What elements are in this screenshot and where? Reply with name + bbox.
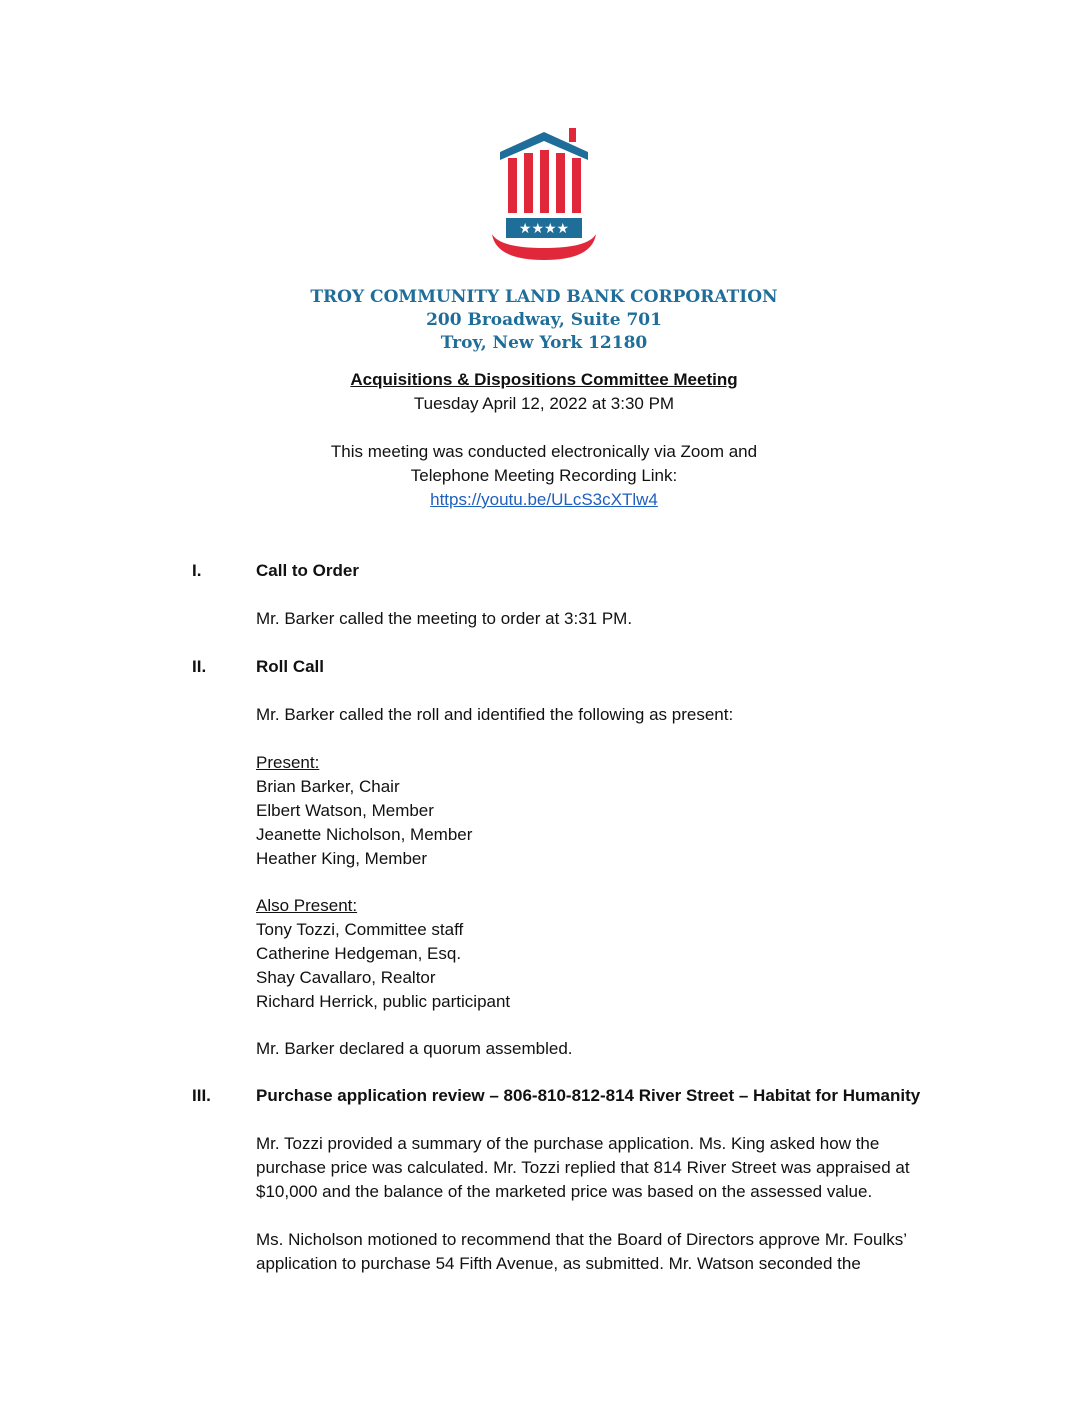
list-item: Brian Barker, Chair <box>256 777 400 796</box>
paragraph-line: application to purchase 54 Fifth Avenue, as submitted. Mr. Watson seconded the <box>256 1254 861 1273</box>
paragraph-line: $10,000 and the balance of the marketed price was based on the assessed value. <box>256 1182 873 1201</box>
meeting-conduct-info <box>0 440 1088 512</box>
list-item: Elbert Watson, Member <box>256 801 434 820</box>
land-bank-logo <box>488 126 600 262</box>
conduct-line-2: Telephone Meeting Recording Link: <box>410 466 678 485</box>
org-name: TROY COMMUNITY LAND BANK CORPORATION <box>310 287 778 307</box>
conduct-line-1: This meeting was conducted electronically via Zoom and <box>330 442 758 461</box>
list-item: Catherine Hedgeman, Esq. <box>256 944 462 963</box>
roll-call-intro <box>256 703 976 727</box>
list-item: Shay Cavallaro, Realtor <box>256 968 436 987</box>
section-title: Call to Order <box>256 561 359 580</box>
list-item: Tony Tozzi, Committee staff <box>256 920 464 939</box>
also-present-label: Also Present: <box>256 896 358 915</box>
meeting-datetime: Tuesday April 12, 2022 at 3:30 PM <box>413 394 675 413</box>
list-item: Jeanette Nicholson, Member <box>256 825 473 844</box>
paragraph-line: Mr. Barker called the roll and identified the following as present: <box>256 705 734 724</box>
section-number: III. <box>192 1086 211 1105</box>
paragraph-line: Ms. Nicholson motioned to recommend that the Board of Directors approve Mr. Foulks’ <box>256 1230 908 1249</box>
call-to-order-text <box>256 607 976 631</box>
section-title: Purchase application review – 806-810-812-814 River Street – Habitat for Humanity <box>256 1086 921 1105</box>
section-heading-call-to-order <box>192 559 359 583</box>
paragraph-line: Mr. Barker called the meeting to order at 3:31 PM. <box>256 609 633 628</box>
paragraph-line: Mr. Tozzi provided a summary of the purchase application. Ms. King asked how the <box>256 1134 880 1153</box>
purchase-review-paragraph-1 <box>256 1132 976 1204</box>
meeting-header <box>0 368 1088 416</box>
also-present-list <box>256 894 976 1014</box>
list-item: Richard Herrick, public participant <box>256 992 511 1011</box>
paragraph-line: Mr. Barker declared a quorum assembled. <box>256 1039 573 1058</box>
list-item: Heather King, Member <box>256 849 428 868</box>
present-label: Present: <box>256 753 320 772</box>
present-list <box>256 751 976 871</box>
meeting-title: Acquisitions & Dispositions Committee Meeting <box>350 370 738 389</box>
org-address-line1: 200 Broadway, Suite 701 <box>426 310 662 330</box>
quorum-text <box>256 1037 976 1061</box>
section-heading-purchase-review <box>192 1084 920 1108</box>
paragraph-line: purchase price was calculated. Mr. Tozzi replied that 814 River Street was appraised at <box>256 1158 910 1177</box>
section-title: Roll Call <box>256 657 325 676</box>
org-header <box>0 286 1088 355</box>
section-number: II. <box>192 657 207 676</box>
org-address-line2: Troy, New York 12180 <box>440 333 648 353</box>
svg-text:★★★★: ★★★★ <box>518 221 570 237</box>
section-heading-roll-call <box>192 655 324 679</box>
purchase-review-paragraph-2 <box>256 1228 976 1276</box>
section-number: I. <box>192 561 202 580</box>
recording-link[interactable]: https://youtu.be/ULcS3cXTlw4 <box>430 490 658 509</box>
